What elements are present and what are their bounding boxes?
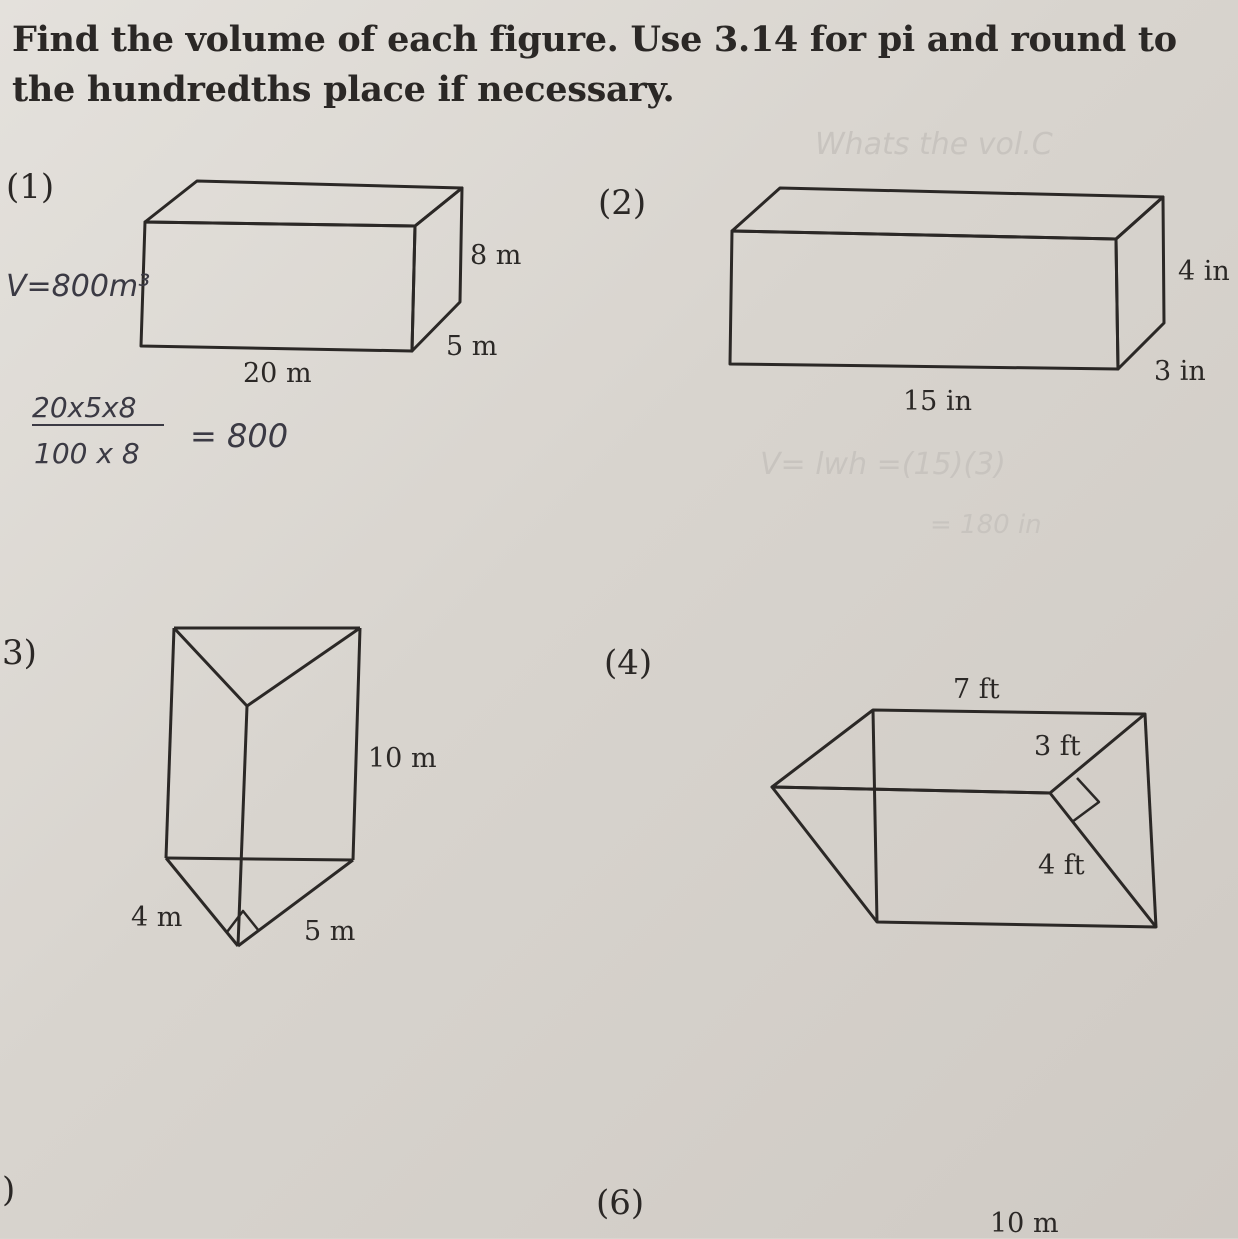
prism-3-leg-b-label: 5 m	[304, 916, 356, 947]
handwritten-work-bottom: 100 x 8	[34, 437, 140, 470]
problem-number-5: )	[2, 1170, 16, 1210]
instructions-line-2: the hundredths place if necessary.	[12, 69, 675, 110]
problem-number-6: (6)	[596, 1183, 645, 1223]
problem-number-4: (4)	[604, 643, 653, 683]
prism-3-height-label: 10 m	[368, 743, 437, 774]
prism-4-leg-a-label: 3 ft	[1034, 731, 1081, 762]
handwritten-work-result: = 800	[190, 417, 289, 455]
prism-1-height-label: 8 m	[470, 240, 522, 271]
faint-note-answer: = 180 in	[930, 510, 1042, 540]
prism-2-height-label: 4 in	[1178, 256, 1230, 287]
prism-2-width-label: 3 in	[1154, 356, 1206, 387]
problem-number-1: (1)	[6, 167, 55, 207]
prism-2-length-label: 15 in	[903, 386, 972, 417]
prism-1-length-label: 20 m	[243, 358, 312, 389]
handwritten-work-top: 20x5x8	[32, 394, 164, 426]
handwritten-answer-1: V=800m³	[6, 269, 151, 304]
problem-number-2: (2)	[598, 183, 647, 223]
prism-6-label: 10 m	[990, 1208, 1059, 1239]
instructions-line-1: Find the volume of each figure. Use 3.14 for pi and round to	[12, 19, 1177, 60]
problem-number-3: 3)	[2, 633, 37, 673]
prism-4-leg-b-label: 4 ft	[1038, 850, 1085, 881]
triangular-prism-3	[166, 628, 360, 946]
prism-1	[141, 181, 462, 351]
prism-4-length-label: 7 ft	[953, 674, 1000, 705]
prism-1-width-label: 5 m	[446, 331, 498, 362]
prism-2	[730, 188, 1164, 369]
triangular-prism-4	[772, 710, 1156, 927]
prism-3-leg-a-label: 4 m	[131, 902, 183, 933]
faint-note-top: Whats the vol.C	[815, 127, 1053, 162]
faint-note-formula: V= lwh =(15)(3)	[760, 447, 1006, 482]
